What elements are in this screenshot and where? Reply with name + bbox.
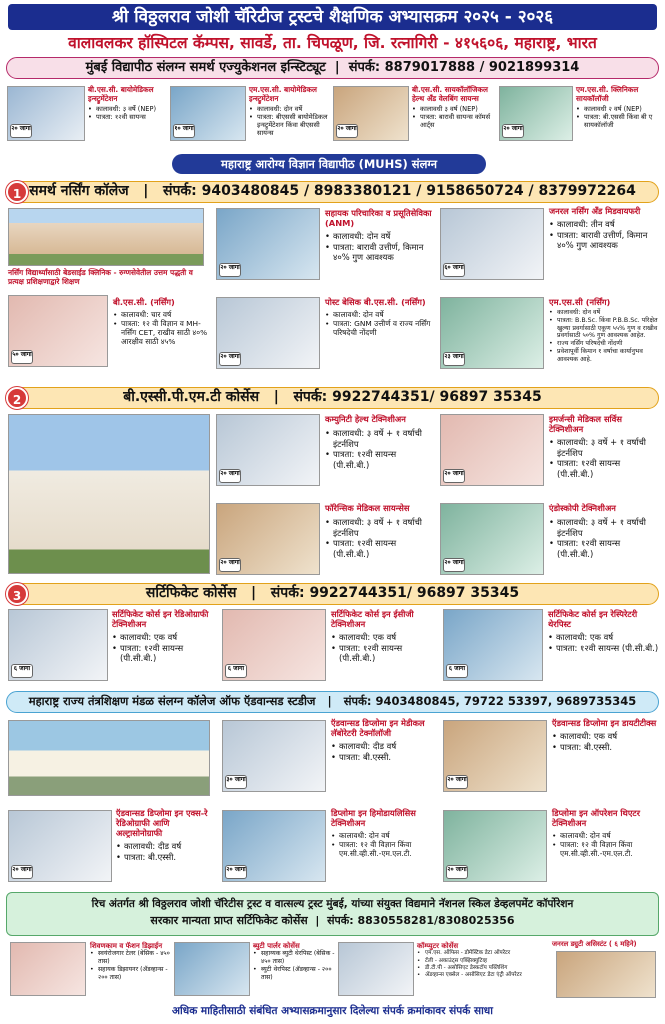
course-photo	[556, 951, 656, 998]
course-card	[552, 808, 660, 858]
course-card	[549, 206, 659, 251]
course-photo	[440, 503, 544, 575]
section-number-badge: 2	[6, 387, 28, 409]
nsdc-subline	[7, 912, 658, 930]
course-details: • कालावधी: दोन वर्षे • पात्रता: GNM उत्तीर्ण व राज्य नर्सिंग परिषदेची नोंदणी	[325, 310, 433, 337]
course-title: ब्युटी पार्लर कोर्सेस	[253, 942, 300, 950]
nsdc-label: सरकार मान्यता प्राप्त सर्टिफिकेट कोर्सेस	[150, 914, 308, 927]
course-card	[116, 808, 218, 862]
seat-badge: २० जागा	[446, 865, 468, 879]
course-title: डिप्लोमा इन ऑपरेशन थिएटर टेक्निशीअन	[552, 808, 640, 828]
institute-name: मुंबई विद्यापीठ संलग्न समर्थ एज्युकेशनल इन्स्टिट्यूट	[85, 60, 326, 75]
seat-badge: २० जागा	[219, 558, 241, 572]
course-title: ऍडवान्सड डिप्लोमा इन डायटीटीक्स	[552, 718, 657, 728]
course-details: • कालावधी ३ वर्ष (NEP) • पात्रता: बारावी सायन्स कॉमर्स आर्ट्स	[412, 105, 496, 129]
section-title: महाराष्ट्र राज्य तंत्रशिक्षण मंडळ संलग्न कॉलेज ऑफ ऍडवान्सड स्टडीज	[28, 694, 316, 708]
course-title: बी.एस.सी. (नर्सिंग)	[113, 297, 175, 307]
course-photo	[174, 942, 250, 996]
course-details: • कालावधी: ३ वर्षे + १ वर्षाची इंटर्नशिप • पात्रता: १२वी सायन्स (पी.सी.बी.)	[325, 517, 435, 559]
course-photo	[443, 609, 543, 681]
course-details: • कालावधी: ३ वर्षे + १ वर्षाची इंटर्नशिप • पात्रता: १२वी सायन्स (पी.सी.बी.)	[325, 428, 435, 470]
separator: |	[319, 694, 340, 708]
course-details: • कालावधी: ३ वर्षे (NEP) • पात्रता: १२वी सायन्स	[88, 105, 168, 121]
course-photo	[222, 609, 326, 681]
course-card	[112, 609, 218, 664]
course-title: डिप्लोमा इन हिमोडायलिसिस टेक्निशीअन	[331, 808, 416, 828]
seat-badge: ५० जागा	[11, 350, 33, 364]
course-photo	[499, 86, 573, 141]
seat-badge: २३ जागा	[443, 352, 465, 366]
contact-label: संपर्क:	[343, 694, 372, 708]
course-title: जनरल नर्सिंग अँड मिडवायफरी	[549, 206, 641, 216]
course-title: एंडोस्कोपी टेक्निशीअन	[549, 503, 616, 513]
course-title: बी.एस.सी. सायकॉलॉजिकल हेल्थ अँड वेलबिंग सायन्स	[412, 85, 488, 103]
course-details: • कालावधी: दोन वर्षे • पात्रता: बारावी उत्तीर्ण, किमान ४०% गुण आवश्यक	[325, 231, 433, 263]
section-header-nursing	[6, 181, 659, 203]
course-photo	[8, 295, 108, 367]
course-card	[417, 942, 547, 979]
nsdc-contact[interactable]: 8830558281/8308025356	[357, 914, 515, 927]
course-details: • कालावधी: दोन वर्षे • पात्रता: B.B.Sc. किंवा P.B.B.Sc. परिक्षेत खुल्या प्रवर्गासाठी एकूण ५५% गुण व राखीव प्रवर्गासाठी ५०% गुण आवश्यक आहेत. • राज्य नर्सिंग परिषदेची नोंदणी • प्रवेशापूर्वी किमान १ वर्षाचा कार्यानुभव आवश्यक आहे.	[549, 309, 659, 364]
course-photo	[440, 414, 544, 486]
course-photo	[222, 810, 326, 882]
course-details: • कालावधी: दीड वर्ष • पात्रता: बी.एस्सी.	[331, 741, 439, 762]
section-contact[interactable]: 9922744351/ 96897 35345	[332, 389, 542, 405]
course-title: कॉम्प्युटर कोर्सेस	[417, 942, 459, 950]
course-photo	[8, 810, 112, 882]
photo-caption: नर्सिंग विद्यार्थ्यांसाठी बेडसाईड क्लिनिक - रुग्णसेवेतील उत्तम पद्धती व प्रत्यक्ष प्रशिक्षणाद्वारे शिक्षण	[8, 268, 193, 286]
course-card	[549, 503, 659, 559]
course-photo	[8, 609, 108, 681]
course-title: सर्टिफिकेट कोर्स इन ईसीजी टेक्निशीअन	[331, 609, 414, 629]
contact-label: संपर्क:	[348, 60, 381, 75]
course-card	[576, 86, 660, 129]
nsdc-line: रिच अंतर्गत श्री विठ्ठलराव जोशी चॅरिटीस ट्रस्ट व वात्सल्य ट्रस्ट मुंबई, यांच्या संयुक्त विद्यमाने नॅशनल स्किल डेव्हलपमेंट कॉर्पोरेशन	[91, 898, 574, 910]
course-details: • कालावधी २ वर्ष (NEP) • पात्रता: बी.एससी किंवा बी ए सायकॉलॉजी	[576, 105, 660, 129]
course-details: • कालावधी: ३ वर्षे + १ वर्षाची इंटर्नशिप • पात्रता: १२वी सायन्स (पी.सी.बी.)	[549, 437, 659, 479]
section-contact[interactable]: 9403480845, 79722 53397, 9689735345	[375, 694, 637, 708]
course-title: पोस्ट बेसिक बी.एस.सी. (नर्सिंग)	[325, 297, 426, 307]
course-details: • कालावधी: एक वर्ष • पात्रता: बी.एस्सी.	[552, 731, 660, 752]
course-details: • कालावधी: दोन वर्षे • पात्रता: बीएससी बायोमेडिकल इन्स्ट्रुमेंटेशन किंवा बीएससी सायन्स	[249, 105, 331, 137]
footer-note: अधिक माहितीसाठी संबंधित अभ्यासक्रमानुसार दिलेल्या संपर्क क्रमांकावर संपर्क साधा	[172, 1005, 493, 1017]
course-title: सहायक परिचारिका व प्रसूतिसेविका (ANM)	[325, 208, 432, 228]
course-card	[113, 297, 213, 346]
course-card	[552, 940, 662, 948]
course-photo	[338, 942, 414, 996]
course-title: फॉरेन्सिक मेडिकल सायन्सेस	[325, 503, 410, 513]
course-details: • कालावधी: दीड वर्ष • पात्रता: बी.एस्सी.	[116, 841, 218, 862]
course-photo	[333, 86, 409, 141]
college-building-photo	[8, 208, 204, 266]
muhs-banner: महाराष्ट्र आरोग्य विज्ञान विद्यापीठ (MUHS) संलग्न	[172, 154, 486, 174]
section-number-badge: 1	[6, 181, 28, 203]
contact-label: संपर्क:	[293, 389, 328, 405]
course-card	[331, 808, 439, 858]
course-card	[549, 414, 659, 479]
course-details: • कालावधी: एक वर्ष • पात्रता: १२वी सायन्स (पी.सी.बी.)	[112, 632, 218, 664]
institute-contact[interactable]: 8879017888 / 9021899314	[384, 60, 580, 75]
course-title: एम.एस.सी. क्लिनिकल सायकॉलॉजी	[576, 85, 639, 103]
course-photo	[443, 810, 547, 882]
course-title: इमर्जन्सी मेडिकल सर्विस टेक्निशीअन	[549, 414, 622, 434]
seat-badge: २० जागा	[446, 775, 468, 789]
course-photo	[440, 208, 544, 280]
course-card	[253, 942, 337, 982]
seat-badge: २० जागा	[219, 352, 241, 366]
seat-badge: २० जागा	[11, 865, 33, 879]
course-title: बी.एस.सी. बायोमेडिकल इन्स्ट्रुमेंटेशन	[88, 85, 154, 103]
course-details: • कालावधी: दोन वर्ष • पात्रता: १२ वी विज्ञान किंवा एम.सी.व्ही.सी.-एम.एल.टी.	[331, 831, 439, 858]
course-photo	[440, 297, 544, 369]
course-photo	[216, 208, 320, 280]
contact-label: संपर्क:	[327, 914, 354, 927]
course-title: एम.एस.सी (नर्सिंग)	[549, 297, 611, 307]
course-details: • कालावधी: दोन वर्ष • पात्रता: १२ वी विज्ञान किंवा एम.सी.व्ही.सी.-एम.एल.टी.	[552, 831, 660, 858]
course-title: सर्टिफिकेट कोर्स इन रेडिओग्राफी टेक्निशीअन	[112, 609, 209, 629]
seat-badge: २० जागा	[336, 124, 358, 138]
course-card	[249, 86, 331, 137]
section-title: समर्थ नर्सिंग कॉलेज	[29, 183, 129, 199]
course-title: शिवणकाम व फॅशन डिझाईन	[90, 942, 163, 950]
seat-badge: १० जागा	[173, 124, 195, 138]
seat-badge: ६ जागा	[446, 664, 468, 678]
address: वालावलकर हॉस्पिटल कॅम्पस, सावर्डे, ता. चिपळूण, जि. रत्नागिरी - ४१५६०६, महाराष्ट्र, भारत	[68, 34, 597, 52]
section-number-badge: 3	[6, 583, 28, 605]
course-photo	[443, 720, 547, 792]
section-contact[interactable]: 9922744351/ 96897 35345	[309, 585, 520, 601]
course-card	[325, 503, 435, 559]
course-title: ऍडवान्सड डिप्लोमा इन एक्स-रे रेडिओग्राफी आणि अल्ट्रासोनोग्राफी	[116, 808, 208, 838]
course-card	[88, 86, 168, 121]
seat-badge: २० जागा	[225, 865, 247, 879]
students-group-photo	[8, 720, 210, 796]
section-header-msbte	[6, 691, 659, 713]
seat-badge: २० जागा	[10, 124, 32, 138]
separator: |	[330, 60, 345, 75]
course-card	[331, 718, 439, 762]
course-card	[325, 414, 435, 470]
seat-badge: ३० जागा	[225, 775, 247, 789]
course-card	[90, 942, 172, 982]
seat-badge: २० जागा	[443, 558, 465, 572]
course-photo	[216, 297, 320, 369]
course-details: • कालावधी: ३ वर्षे + १ वर्षाची इंटर्नशिप • पात्रता: १२वी सायन्स (पी.सी.बी.)	[549, 517, 659, 559]
course-card	[548, 609, 660, 653]
course-photo	[222, 720, 326, 792]
section-contact[interactable]: 9403480845 / 8983380121 / 9158650724 / 8379972264	[201, 183, 636, 199]
course-details: • स्वयंरोजगार टेलर (बेसिक - ४५० तास) • सहायक डिझायनर (ॲडव्हान्स - २०० तास)	[90, 950, 172, 981]
course-details: • कालावधी: तीन वर्ष • पात्रता: बारावी उत्तीर्ण, किमान ४०% गुण आवश्यक	[549, 219, 659, 251]
contact-label: संपर्क:	[163, 183, 197, 199]
seat-badge: २० जागा	[219, 263, 241, 277]
course-card	[331, 609, 437, 664]
course-title: कम्युनिटी हेल्थ टेक्निशीअन	[325, 414, 406, 424]
course-photo	[216, 414, 320, 486]
section-header-pmt	[6, 387, 659, 409]
course-photo	[216, 503, 320, 575]
course-details: • कालावधी: चार वर्ष • पात्रता: १२ वी विज्ञान व MH-नर्सिंग CET, राखीव साठी ४०% आरक्षीव साठी ४५%	[113, 310, 213, 346]
separator: |	[133, 183, 159, 199]
course-photo	[7, 86, 85, 141]
course-card	[552, 718, 660, 752]
separator: |	[263, 389, 289, 405]
campus-building-photo	[8, 414, 210, 574]
seat-badge: ६ जागा	[11, 664, 33, 678]
course-details: • कालावधी: एक वर्ष • पात्रता: १२वी सायन्स (पी.सी.बी.)	[331, 632, 437, 664]
course-photo	[10, 942, 86, 996]
course-title: एम.एस.सी. बायोमेडिकल इन्स्ट्रुमेंटेशन	[249, 85, 317, 103]
course-details: • एम.एस. ऑफिस - डोमेस्टिक डेटा ऑपरेटर • टॅली - अकाउंट्स एक्झिक्युटिव्ह • डी.टी.पी - असोसिएट डेस्कटॉप पब्लिशिंग • ॲडव्हान्स एक्सेल - असोसिएट डेटा एंट्री ऑपरेटर	[417, 950, 547, 979]
course-card	[549, 297, 659, 364]
seat-badge: २० जागा	[443, 469, 465, 483]
course-photo	[170, 86, 246, 141]
section-title: बी.एस्सी.पी.एम.टी कोर्सेस	[123, 389, 260, 405]
separator: |	[311, 914, 324, 927]
course-details: • कालावधी: एक वर्ष • पात्रता: १२वी सायन्स (पी.सी.बी.)	[548, 632, 660, 653]
course-title: ऍडवान्सड डिप्लोमा इन मेडीकल लॅबोरेटरी टेक्नॉलॉजी	[331, 718, 425, 738]
course-details: • सहाय्यक ब्युटी थेरपिस्ट (बेसिक - ४५० तास) • ब्युटी थेरपिस्ट (ॲडव्हान्स - २०० तास)	[253, 950, 337, 981]
course-card	[325, 208, 433, 263]
institute-banner	[6, 57, 659, 79]
section-title: सर्टिफिकेट कोर्सेस	[145, 585, 237, 601]
contact-label: संपर्क:	[270, 585, 305, 601]
separator: |	[241, 585, 266, 601]
seat-badge: ६० जागा	[443, 263, 465, 277]
course-card	[412, 86, 496, 129]
section-header-certificate	[6, 583, 659, 605]
course-title: जनरल ड्युटी असिस्टंट ( ६ महिने)	[552, 940, 637, 948]
seat-badge: २० जागा	[219, 469, 241, 483]
nsdc-banner	[6, 892, 659, 936]
seat-badge: २० जागा	[502, 124, 524, 138]
course-title: सर्टिफिकेट कोर्स इन रेस्पिरेटरी थेरपिस्ट	[548, 609, 638, 629]
page-title: श्री विठ्ठलराव जोशी चॅरिटीज ट्रस्टचे शैक्षणिक अभ्यासक्रम २०२५ - २०२६	[8, 4, 657, 30]
course-card	[325, 297, 433, 337]
seat-badge: ६ जागा	[225, 664, 247, 678]
